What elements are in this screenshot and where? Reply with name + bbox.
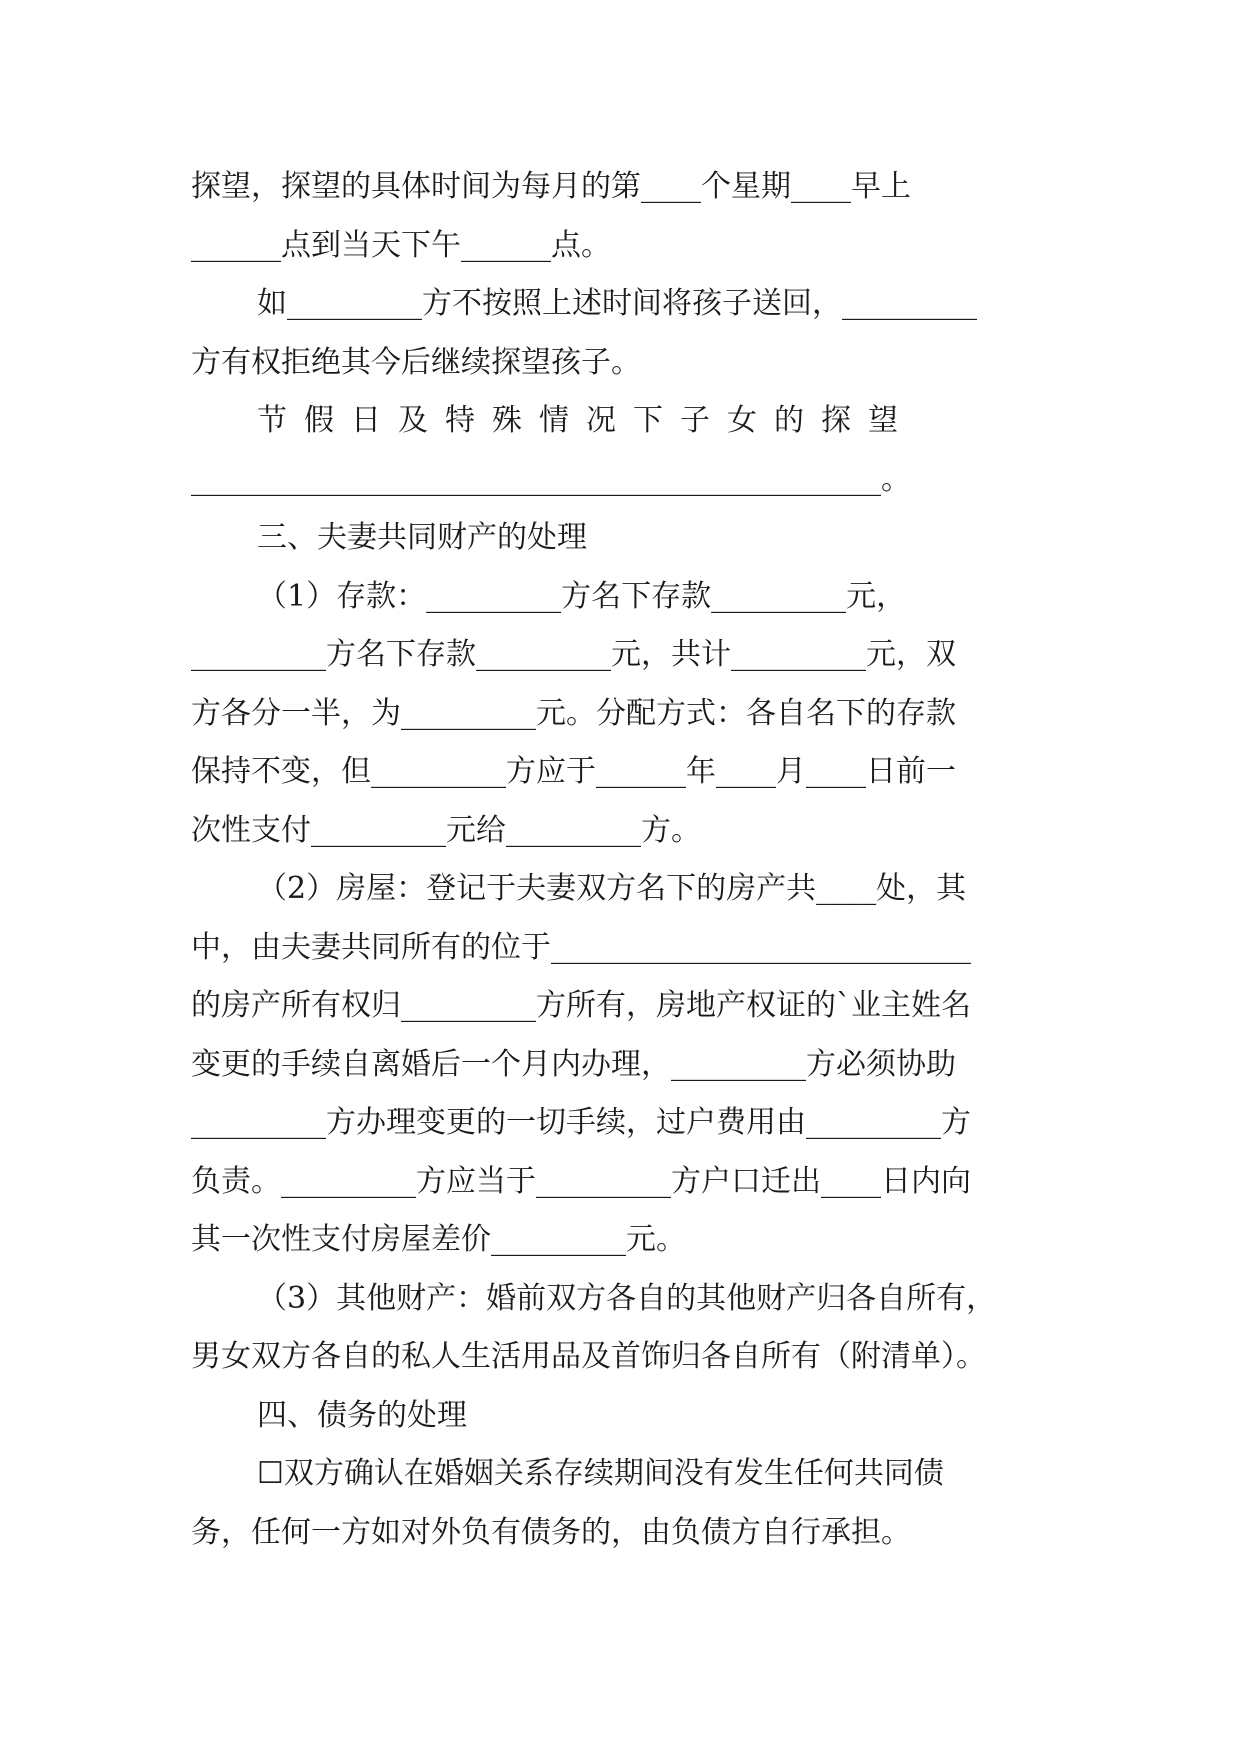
- text-line-4: 方有权拒绝其今后继续探望孩子。: [191, 344, 641, 380]
- document-page: [191, 158, 1051, 1562]
- section-heading-4: 四、债务的处理: [257, 1397, 467, 1433]
- text-line-18: 负责。_________方应当于_________方户口迁出____日内向: [191, 1163, 971, 1199]
- text-line-3: 如_________方不按照上述时间将孩子送回，_________: [257, 286, 977, 321]
- text-line-11: 保持不变，但_________方应于______年____月____日前一: [191, 754, 956, 789]
- text-line-8: （1）存款：_________方名下存款_________元，: [257, 578, 907, 614]
- text-line-15: 的房产所有权归_________方所有，房地产权证的`业主姓名: [191, 988, 971, 1023]
- text-line-23: ☐双方确认在婚姻关系存续期间没有发生任何共同债: [257, 1456, 944, 1491]
- text-line-9: _________方名下存款_________元，共计_________元，双: [191, 637, 956, 672]
- text-line-2: ______点到当天下午______点。: [191, 227, 611, 263]
- text-line-24: 务，任何一方如对外负有债务的，由负债方自行承担。: [191, 1514, 911, 1550]
- text-line-21: 男女双方各自的私人生活用品及首饰归各自所有（附清单）。: [191, 1339, 986, 1374]
- text-line-20: （3）其他财产：婚前双方各自的其他财产归各自所有，: [257, 1280, 997, 1316]
- text-line-10: 方各分一半，为_________元。分配方式：各自名下的存款: [191, 695, 956, 731]
- text-line-16: 变更的手续自离婚后一个月内办理，_________方必须协助: [191, 1046, 956, 1082]
- section-heading-3: 三、夫妻共同财产的处理: [257, 520, 587, 555]
- text-line-12: 次性支付_________元给_________方。: [191, 812, 701, 848]
- text-line-17: _________方办理变更的一切手续，过户费用由_________方: [191, 1105, 971, 1140]
- text-line-14: 中，由夫妻共同所有的位于____________________________: [191, 929, 971, 965]
- text-line-6: ______________________________________________。: [191, 461, 911, 497]
- text-line-13: （2）房屋：登记于夫妻双方名下的房产共____处，其: [257, 871, 967, 906]
- text-line-1: 探望，探望的具体时间为每月的第____个星期____早上: [191, 169, 911, 204]
- text-line-19: 其一次性支付房屋差价_________元。: [191, 1222, 686, 1257]
- text-line-5: 节假日及特殊情况下子女的探望: [257, 403, 915, 438]
